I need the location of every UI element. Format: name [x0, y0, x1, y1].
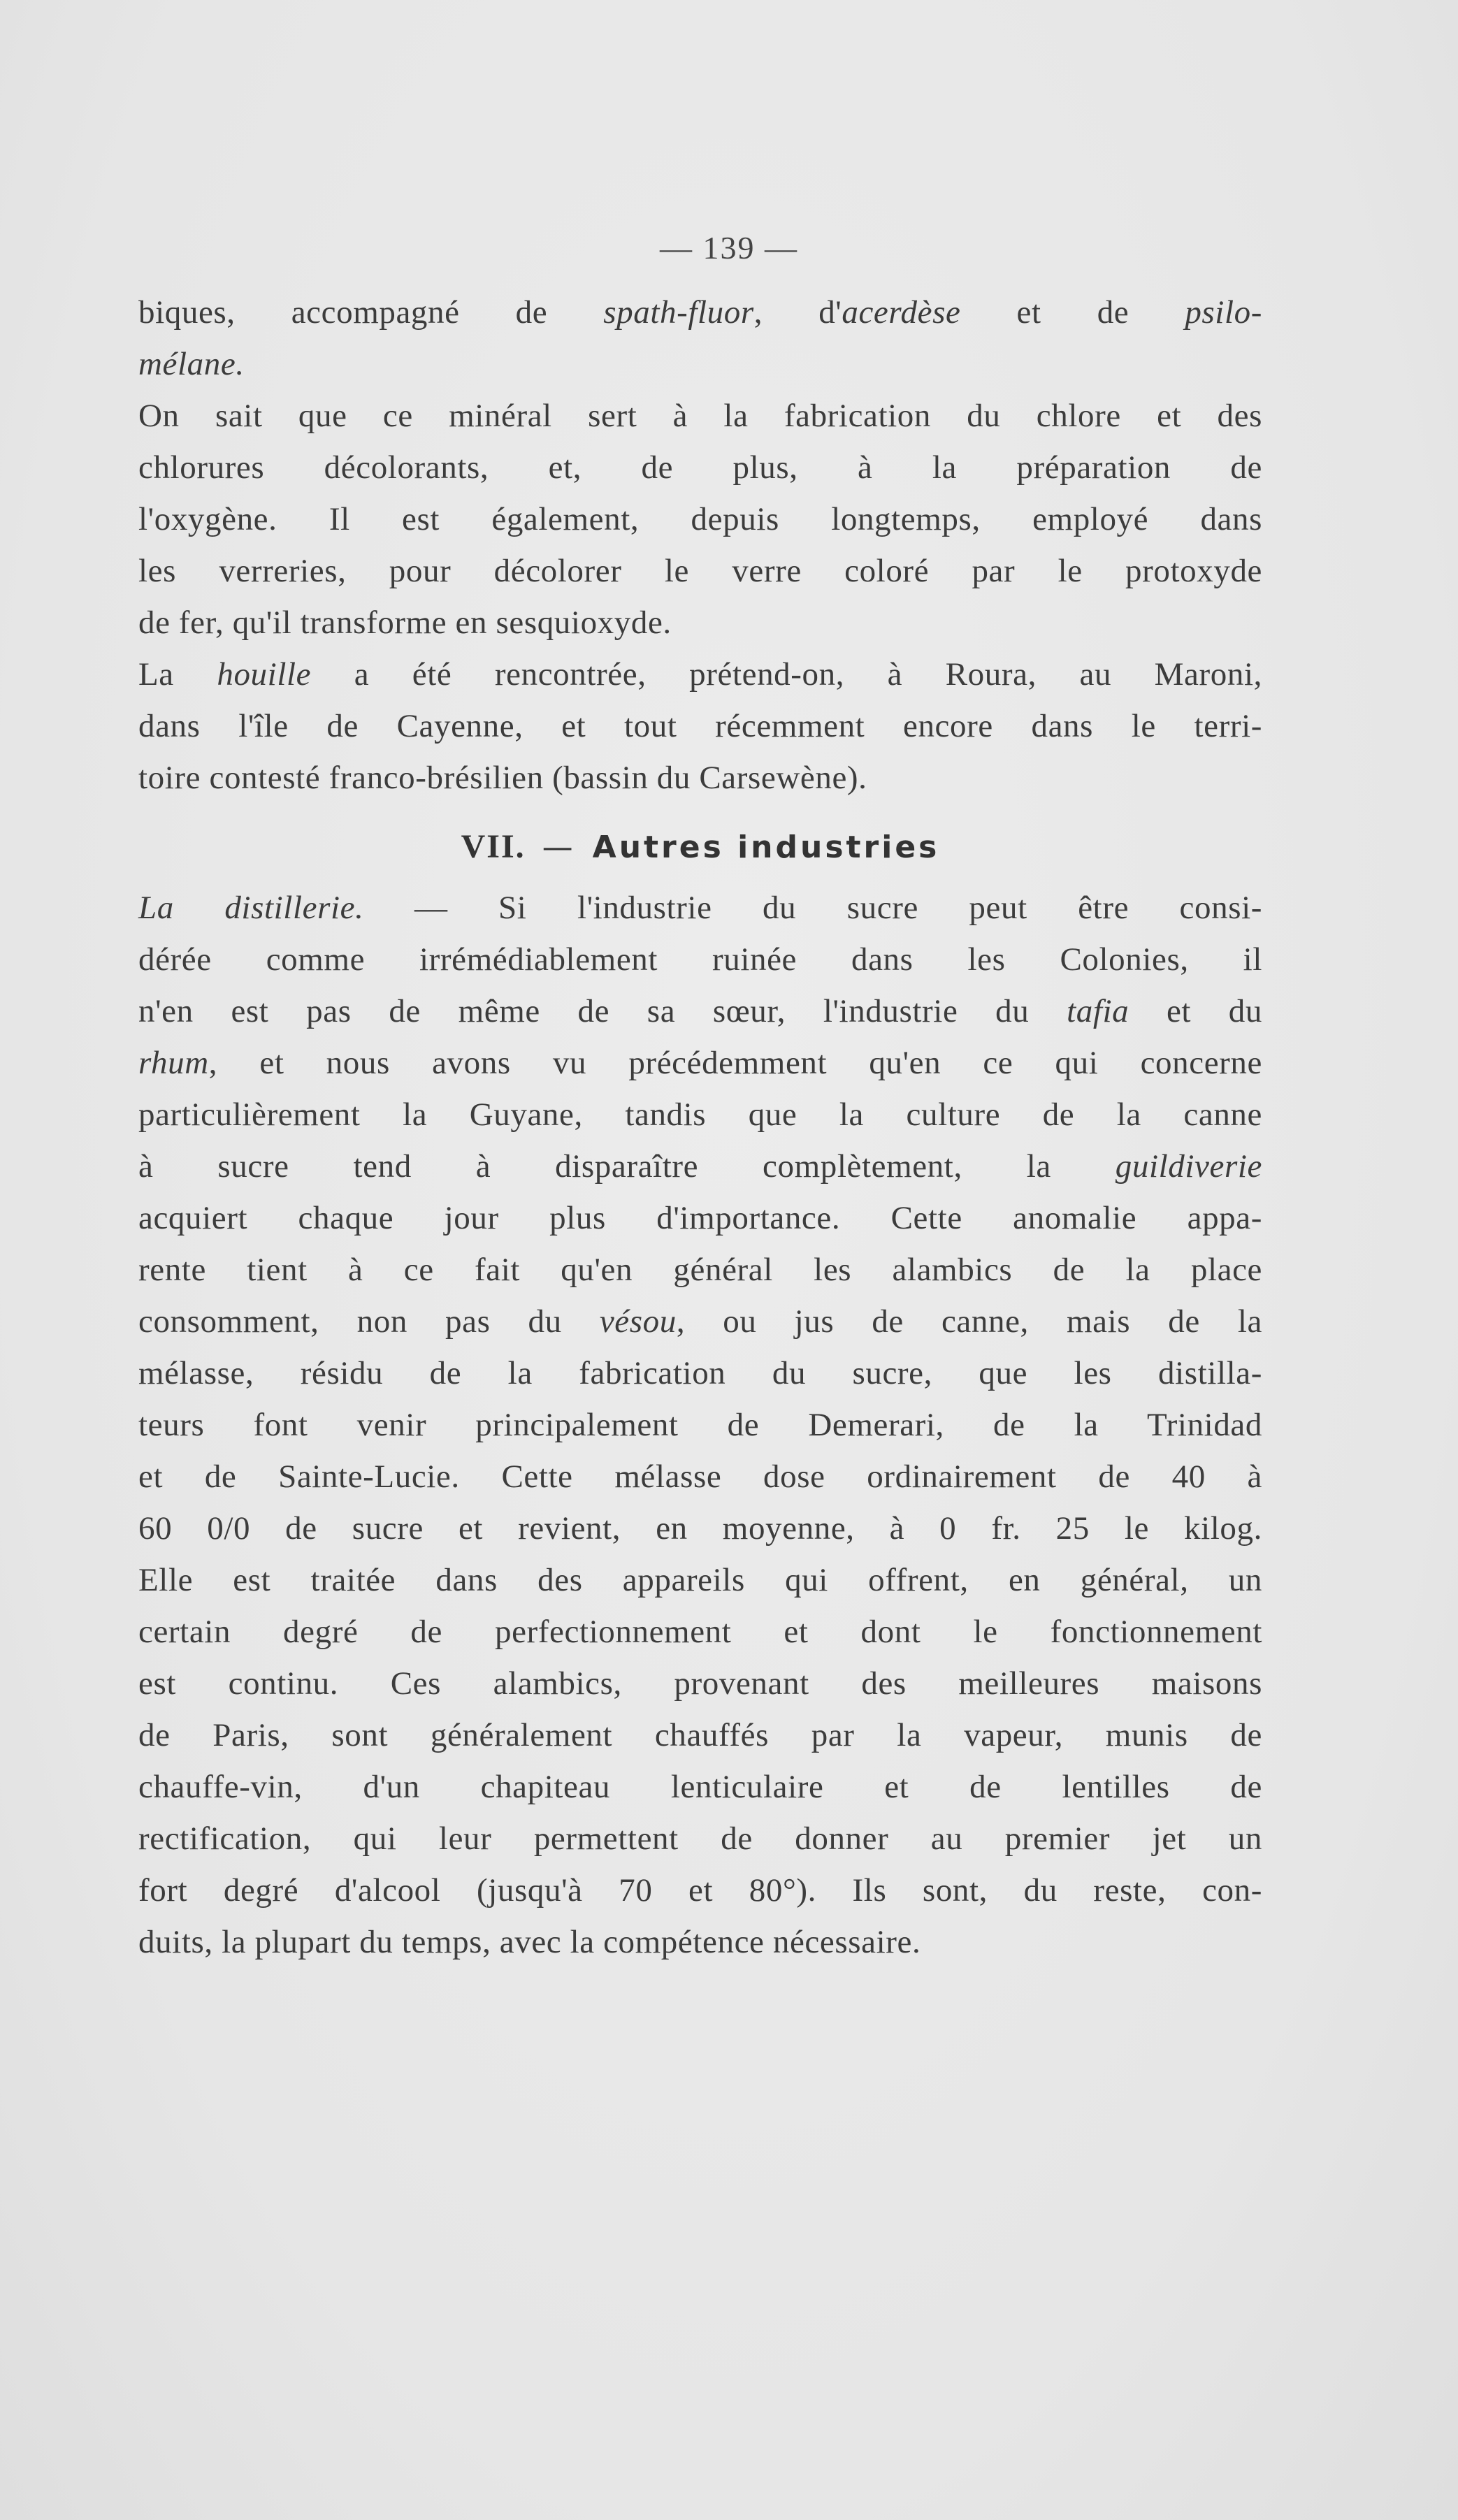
text-run: chauffe-vin, d'un chapiteau lenticulaire et de lentilles de — [138, 1769, 1262, 1805]
text-run: est continu. Ces alambics, provenant des meilleures maisons — [138, 1665, 1262, 1702]
text-line — [138, 597, 1262, 649]
section-heading — [138, 804, 1262, 882]
text-run: et de — [960, 294, 1185, 331]
text-run: et du — [1129, 993, 1262, 1029]
text-line — [138, 1451, 1262, 1502]
italic-run: acerdèse — [842, 294, 961, 331]
text-line — [138, 442, 1262, 493]
text-run: biques, accompagné de — [138, 294, 604, 331]
text-run: rectification, qui leur permettent de donner au premier jet un — [138, 1820, 1262, 1857]
text-run: de fer, qu'il transforme en sesquioxyde. — [138, 604, 672, 641]
text-run: acquiert chaque jour plus d'importance. Cette anomalie appa- — [138, 1200, 1262, 1236]
text-run: chlorures décolorants, et, de plus, à la préparation de — [138, 449, 1262, 486]
text-run: de Paris, sont généralement chauffés par la vapeur, munis de — [138, 1717, 1262, 1753]
text-line — [138, 287, 1262, 338]
text-line — [138, 649, 1262, 700]
text-line — [138, 1813, 1262, 1864]
paragraph-manganese-uses — [138, 390, 1262, 649]
page-number: — 139 — — [660, 230, 798, 266]
text-line — [138, 1658, 1262, 1709]
paragraph-coal — [138, 649, 1262, 804]
text-line — [138, 1502, 1262, 1554]
text-run: — Si l'industrie du sucre peut être consi- — [363, 890, 1263, 926]
text-line — [138, 1916, 1262, 1968]
text-run: , d' — [753, 294, 842, 331]
italic-run: mélane. — [138, 346, 245, 382]
text-run: mélasse, résidu de la fabrication du sucre, que les distilla- — [138, 1355, 1262, 1391]
text-line — [138, 1296, 1262, 1347]
text-line — [138, 390, 1262, 442]
text-run: dans l'île de Cayenne, et tout récemment encore dans le terri- — [138, 708, 1262, 744]
text-line — [138, 1761, 1262, 1813]
text-line — [138, 934, 1262, 985]
text-run: et de Sainte-Lucie. Cette mélasse dose ordinairement de 40 à — [138, 1458, 1262, 1495]
text-line — [138, 985, 1262, 1037]
text-line — [138, 752, 1262, 804]
text-line — [138, 338, 1262, 390]
text-line — [138, 1709, 1262, 1761]
text-line — [138, 1864, 1262, 1916]
text-block — [138, 287, 1262, 1968]
text-line — [138, 545, 1262, 597]
text-line — [138, 1140, 1262, 1192]
text-line — [138, 1554, 1262, 1606]
text-run: toire contesté franco-brésilien (bassin du Carsewène). — [138, 760, 867, 796]
text-run: Elle est traitée dans des appareils qui offrent, en général, un — [138, 1562, 1262, 1598]
text-line — [138, 1606, 1262, 1658]
text-run: teurs font venir principalement de Demerari, de la Trinidad — [138, 1407, 1262, 1443]
text-run: fort degré d'alcool (jusqu'à 70 et 80°). Ils sont, du reste, con- — [138, 1872, 1262, 1909]
italic-run: guildiverie — [1115, 1148, 1262, 1185]
italic-run: spath-fluor — [603, 294, 754, 331]
italic-run: vésou — [599, 1303, 677, 1340]
text-run: particulièrement la Guyane, tandis que la culture de la canne — [138, 1096, 1262, 1133]
text-line — [138, 882, 1262, 934]
text-run: La — [138, 656, 217, 693]
text-line — [138, 1244, 1262, 1296]
text-run: , ou jus de canne, mais de la — [676, 1303, 1262, 1340]
text-run: a été rencontrée, prétend-on, à Roura, au Maroni, — [311, 656, 1262, 693]
text-line — [138, 1192, 1262, 1244]
italic-run: houille — [217, 656, 312, 693]
text-line — [138, 1399, 1262, 1451]
text-run: duits, la plupart du temps, avec la compétence nécessaire. — [138, 1924, 921, 1960]
italic-run: tafia — [1067, 993, 1129, 1029]
section-dash: — — [542, 830, 576, 865]
italic-run: rhum — [138, 1045, 209, 1081]
text-run: l'oxygène. Il est également, depuis longtemps, employé dans — [138, 501, 1262, 537]
text-line — [138, 700, 1262, 752]
text-line — [138, 1347, 1262, 1399]
text-run: à sucre tend à disparaître complètement, la — [138, 1148, 1116, 1185]
text-run: certain degré de perfectionnement et dont le fonctionnement — [138, 1614, 1262, 1650]
text-run: les verreries, pour décolorer le verre coloré par le protoxyde — [138, 553, 1262, 589]
text-line — [138, 1089, 1262, 1140]
italic-run: La distillerie. — [138, 890, 364, 926]
text-run: 60 0/0 de sucre et revient, en moyenne, à 0 fr. 25 le kilog. — [138, 1510, 1262, 1547]
italic-run: psilo- — [1185, 294, 1262, 331]
text-run: On sait que ce minéral sert à la fabrication du chlore et des — [138, 398, 1262, 434]
text-run: consomment, non pas du — [138, 1303, 600, 1340]
text-line — [138, 493, 1262, 545]
paragraph-distillery — [138, 882, 1262, 1968]
text-run: dérée comme irrémédiablement ruinée dans les Colonies, il — [138, 941, 1262, 978]
section-title: Autres industries — [592, 830, 940, 865]
section-number: VII. — [461, 828, 526, 865]
text-run: rente tient à ce fait qu'en général les alambics de la place — [138, 1252, 1262, 1288]
text-line — [138, 1037, 1262, 1089]
text-run: n'en est pas de même de sa sœur, l'industrie du — [138, 993, 1067, 1029]
paragraph-manganese-ores — [138, 287, 1262, 390]
text-run: , et nous avons vu précédemment qu'en ce qui concerne — [208, 1045, 1262, 1081]
